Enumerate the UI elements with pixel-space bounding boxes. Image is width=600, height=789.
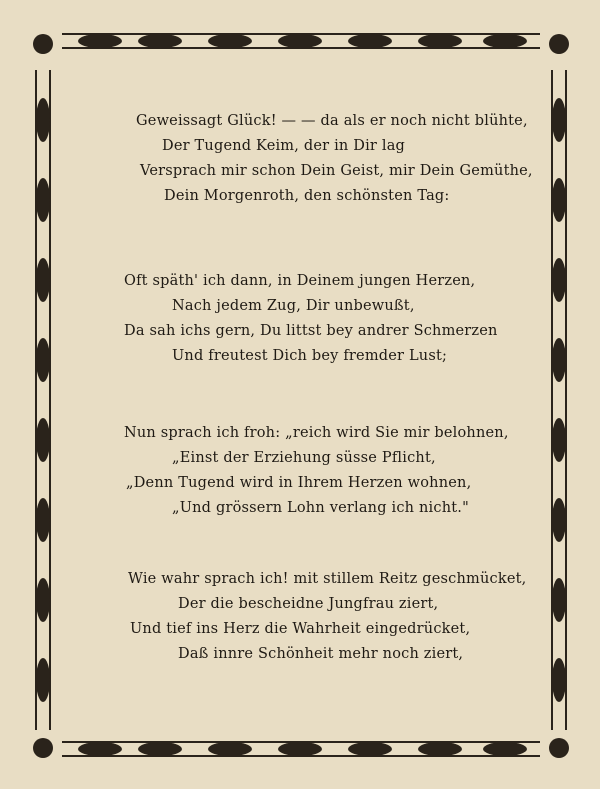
poem-line: Wie wahr sprach ich! mit stillem Reitz geschmücket, bbox=[128, 571, 527, 587]
poem-line: Nun sprach ich froh: „reich wird Sie mir belohnen, bbox=[124, 425, 509, 441]
poem-line: Der Tugend Keim, der in Dir lag bbox=[162, 138, 406, 154]
poem-line: Nach jedem Zug, Dir unbewußt, bbox=[172, 298, 415, 314]
poem-line: Dein Morgenroth, den schönsten Tag: bbox=[164, 188, 450, 204]
poem-line: „Einst der Erziehung süsse Pflicht, bbox=[172, 450, 436, 466]
poem-line: „Und grössern Lohn verlang ich nicht." bbox=[172, 500, 469, 516]
poem-line: Oft späth' ich dann, in Deinem jungen Herzen, bbox=[124, 273, 476, 289]
poem-line: Der die bescheidne Jungfrau ziert, bbox=[178, 596, 439, 612]
poem-line: Und freutest Dich bey fremder Lust; bbox=[172, 348, 448, 364]
poem-line: Da sah ichs gern, Du littst bey andrer Schmerzen bbox=[124, 323, 498, 339]
poem-line: „Denn Tugend wird in Ihrem Herzen wohnen, bbox=[126, 475, 472, 491]
poem-line: Versprach mir schon Dein Geist, mir Dein Gemüthe, bbox=[140, 163, 533, 179]
poem-line: Geweissagt Glück! — — da als er noch nicht blühte, bbox=[136, 113, 528, 129]
poem-line: Und tief ins Herz die Wahrheit eingedrücket, bbox=[130, 621, 471, 637]
poem-line: Daß innre Schönheit mehr noch ziert, bbox=[178, 646, 464, 662]
